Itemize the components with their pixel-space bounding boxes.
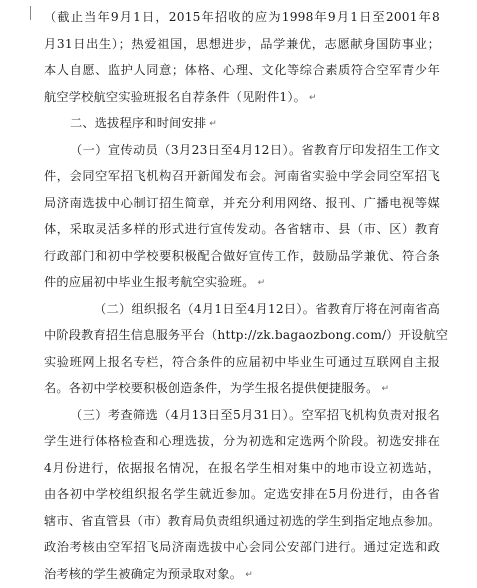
line-text: 件的应届初中毕业生报考航空实验班。 [44,275,255,289]
line-text: 月31日出生）；热爱祖国，思想进步，品学兼优，志愿献身国防事业； [44,37,440,51]
paragraph-mark-icon: ↵ [309,85,317,112]
line-text: 辖市、省直管县（市）教育局负责组织通过初选的学生到指定地点参加。 [44,514,440,528]
line-text: （三）考查筛选（4月13日至5月31日）。空军招飞机构负责对报名 [70,408,440,422]
document-line [44,137,440,164]
document-body[interactable] [44,4,440,587]
document-line [44,561,440,588]
document-line [44,349,440,376]
line-text: 局济南选拔中心制订招生简章，并充分利用网络、报刊、广播电视等媒 [44,196,440,210]
line-text: 名。各初中学校要积极创造条件，为学生报名提供便捷服务。 [44,381,378,395]
document-line [44,402,440,429]
line-text: （截止当年9月1日，2015年招收的应为1998年9月1日至2001年8 [44,10,440,24]
line-text: 体，采取灵活多样的形式进行宣传发动。各省辖市、县（市、区）教育 [44,222,440,236]
line-text: 实验班网上报名专栏，符合条件的应届初中毕业生可通过互联网自主报 [44,355,440,369]
document-line [44,508,440,535]
line-text: 中阶段教育招生信息服务平台（http://zk.bagaozbong.com/）开设航空 [44,328,448,342]
document-line [44,269,440,296]
document-line [44,455,440,482]
document-line [44,84,440,111]
document-line [44,163,440,190]
document-line [44,243,440,270]
line-text: 4月份进行，依据报名情况，在报名学生相对集中的地市设立初选站， [44,461,440,475]
line-text: 航空学校航空实验班报名自荐条件（见附件1）。 [44,90,306,104]
line-text: 政治考核由空军招飞局济南选拔中心会同公安部门进行。通过定选和政 [44,540,440,554]
line-text: 本人自愿、监护人同意；体格、心理、文化等综合素质符合空军青少年 [44,63,440,77]
line-text: 件，会同空军招飞机构召开新闻发布会。河南省实验中学会同空军招飞 [44,169,440,183]
line-text: （一）宣传动员（3月23日至4月12日）。省教育厅印发招生工作文 [70,143,440,157]
document-line [44,57,440,84]
line-text: 治考核的学生被确定为预录取对象。 [44,567,242,581]
document-line [44,322,440,349]
document-line [44,31,440,58]
document-line [44,190,440,217]
document-line [44,481,440,508]
paragraph-mark-icon: ↵ [258,270,266,297]
document-line [44,428,440,455]
line-text: 学生进行体格检查和心理选拔，分为初选和定选两个阶段。初选安排在 [44,434,440,448]
document-line [44,534,440,561]
line-text: （二）组织报名（4月1日至4月12日）。省教育厅将在河南省高 [94,302,440,316]
paragraph-mark-icon: ↵ [209,111,217,138]
document-line [44,110,440,137]
document-line [44,375,440,402]
text-cursor-mark [30,6,31,20]
line-text: 由各初中学校组织报名学生就近参加。定选安排在5月份进行，由各省 [44,487,440,501]
document-line [44,4,440,31]
line-text: 二、选拔程序和时间安排 [70,116,206,130]
document-line [44,296,440,323]
paragraph-mark-icon: ↵ [245,562,253,588]
line-text: 行政部门和初中学校要积极配合做好宣传工作，鼓励品学兼优、符合条 [44,249,440,263]
paragraph-mark-icon: ↵ [381,376,389,403]
document-line [44,216,440,243]
